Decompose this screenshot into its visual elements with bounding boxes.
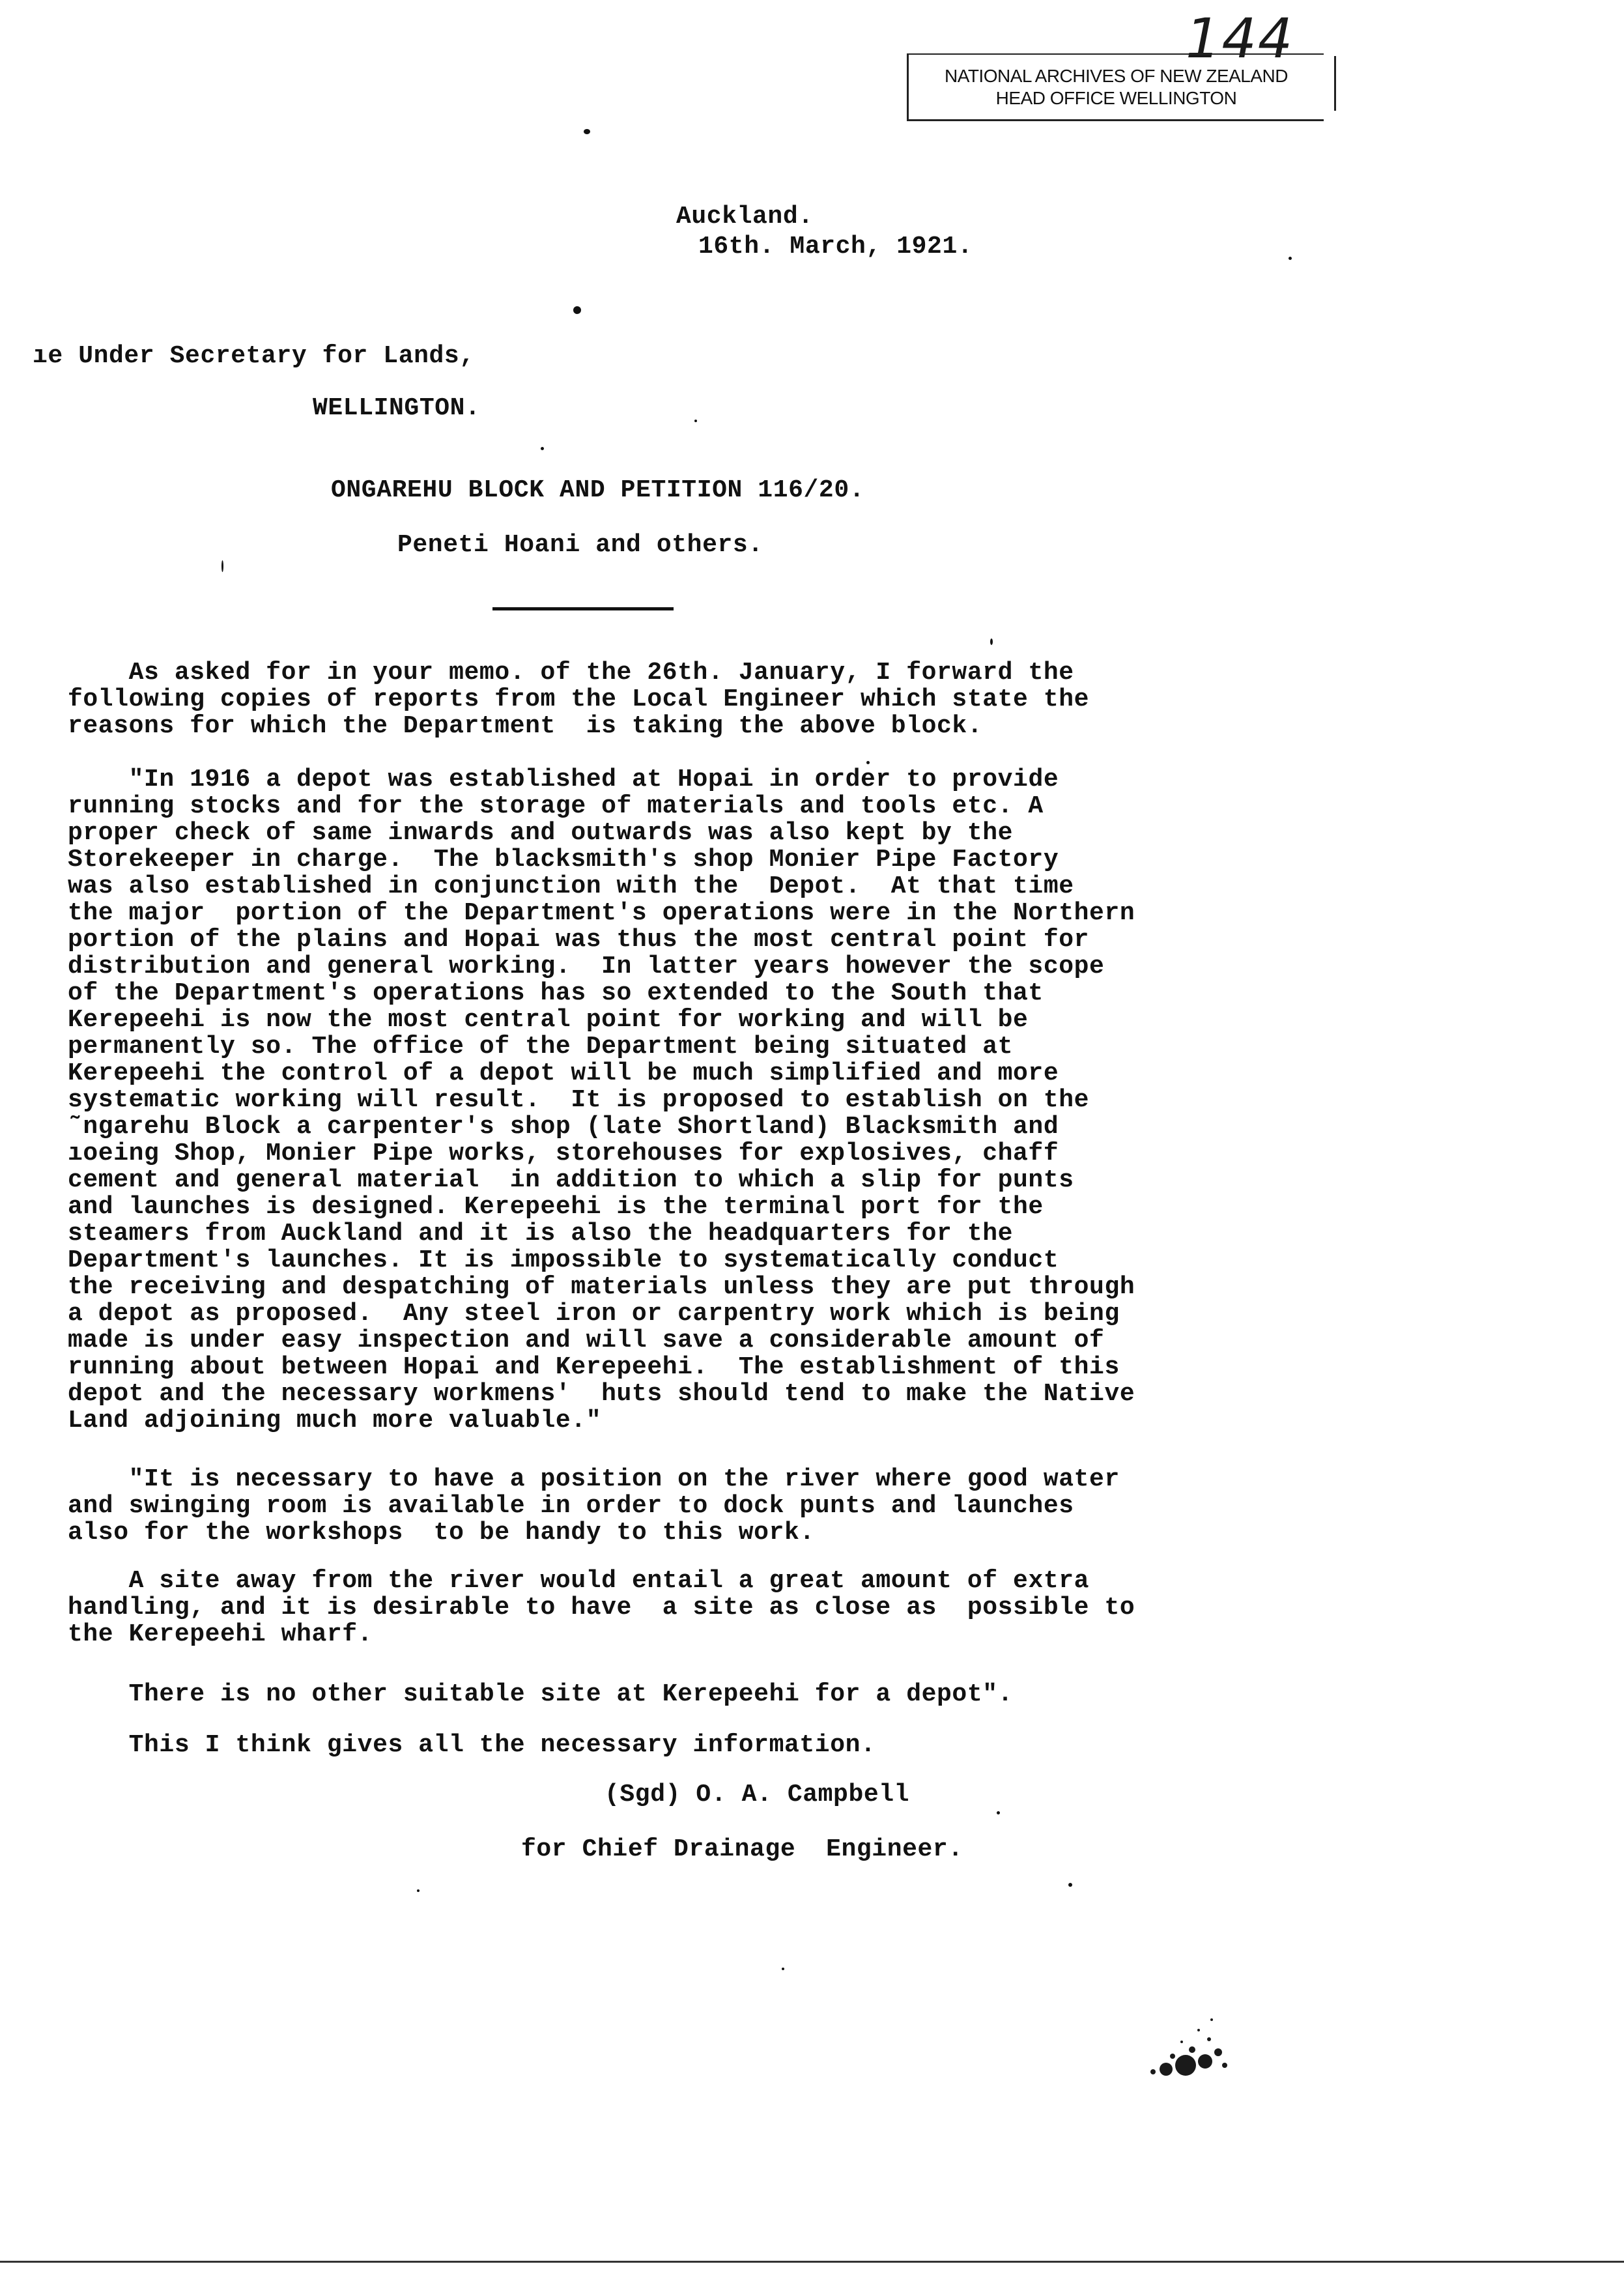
scan-speck	[221, 560, 223, 572]
scan-speck	[997, 1811, 1000, 1814]
letter-date: 16th. March, 1921.	[698, 233, 973, 261]
body-paragraph-3: "It is necessary to have a position on the river where good water and swinging room is available in order to dock punts and launches also for the workshops to be handy to this work.	[68, 1465, 1120, 1547]
scan-speck	[1068, 1883, 1072, 1887]
body-paragraph-1: As asked for in your memo. of the 26th. January, I forward the following copies of reports from the Local Engineer which state the reasons for which the Department is taking the above block.	[68, 659, 1090, 740]
scan-speck	[782, 1968, 784, 1970]
scan-speck	[694, 420, 697, 422]
addressee-line-1: ıe Under Secretary for Lands,	[33, 342, 475, 370]
scan-edge-line	[0, 2261, 1624, 2263]
stamp-border-mark	[1334, 56, 1336, 111]
divider-line	[492, 607, 674, 610]
scan-speck	[541, 447, 544, 450]
letter-place: Auckland.	[676, 203, 814, 231]
archive-stamp-line1: NATIONAL ARCHIVES OF NEW ZEALAND	[945, 65, 1288, 86]
page-number: 144	[1186, 7, 1294, 70]
signature-name: (Sgd) O. A. Campbell	[605, 1781, 910, 1809]
scan-speck	[417, 1889, 420, 1892]
body-paragraph-4: A site away from the river would entail a great amount of extra handling, and it is desirable to have a site as close as possible to the Kerepeehi wharf.	[68, 1567, 1135, 1648]
ink-smudge	[1127, 1994, 1238, 2078]
archive-stamp-line2: HEAD OFFICE WELLINGTON	[995, 87, 1237, 108]
archive-stamp	[907, 53, 1324, 121]
signature-title: for Chief Drainage Engineer.	[521, 1835, 963, 1863]
body-paragraph-5: There is no other suitable site at Kerepeehi for a depot".	[68, 1680, 1014, 1708]
body-paragraph-2: "In 1916 a depot was established at Hopai in order to provide running stocks and for the storage of materials and tools etc. A proper check of same inwards and outwards was also kept by the Storekeeper in charge. The blacksmith's shop Monier Pipe Factory was also established in conjunction with the Depot. At that time the major portion of the Department's operations were in the Northern portion of the plains and Hopai was thus the most central point for distribution and general working. In latter years however the scope of the Department's operations has so extended to the South that Kerepeehi is now the most central point for working and will be permanently so. The office of the Department being situated at Kerepeehi the control of a depot will be much simplified and more systematic working will result. It is proposed to establish on the ˜ngarehu Block a carpenter's shop (late Shortland) Blacksmith and ıoeing Shop, Monier Pipe works, storehouses for explosives, chaff cement and general material in addition to which a slip for punts and launches is designed. Kerepeehi is the terminal port for the steamers from Auckland and it is also the headquarters for the Department's launches. It is impossible to systematically conduct the receiving and despatching of materials unless they are put through a depot as proposed. Any steel iron or carpentry work which is being made is under easy inspection and will save a considerable amount of running about between Hopai and Kerepeehi. The establishment of this depot and the necessary workmens' huts should tend to make the Native Land adjoining much more valuable."	[68, 766, 1135, 1435]
subject-subtitle: Peneti Hoani and others.	[397, 531, 763, 559]
scan-speck	[584, 129, 590, 134]
body-paragraph-6: This I think gives all the necessary information.	[68, 1731, 876, 1759]
scan-speck	[573, 306, 581, 314]
addressee-line-2: WELLINGTON.	[313, 394, 481, 422]
scan-speck	[990, 638, 993, 645]
scan-speck	[866, 761, 870, 764]
scan-speck	[1289, 257, 1292, 260]
subject-heading: ONGAREHU BLOCK AND PETITION 116/20.	[331, 476, 865, 504]
